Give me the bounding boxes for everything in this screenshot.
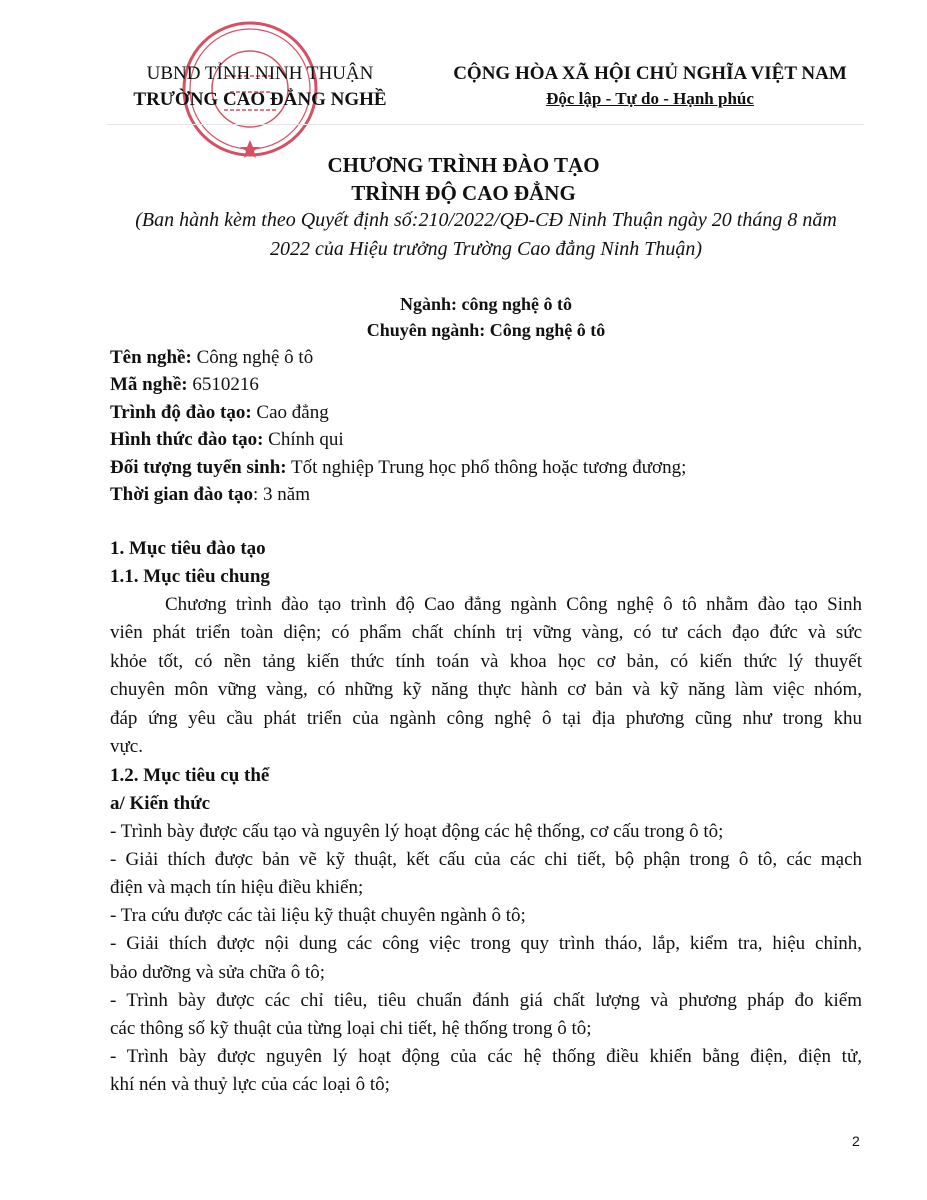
info-label: Tên nghề: (110, 347, 192, 368)
info-label: Thời gian đào tạo (110, 484, 254, 505)
header-left-line2: TRƯỜNG CAO ĐẲNG NGHỀ (133, 89, 387, 110)
info-row (110, 455, 862, 481)
list-line: - Giải thích được nội dung các công việc trong quy trình tháo, lắp, kiểm tra, hiệu chỉnh, (110, 933, 862, 955)
info-value: 6510216 (187, 374, 259, 396)
paragraph-line: chuyên môn vững vàng, có những kỹ năng thực hành cơ bản và kỹ năng làm việc nhóm, (110, 679, 862, 701)
paragraph-line: vực. (110, 736, 143, 757)
info-label: Mã nghề: (110, 374, 188, 396)
header-right-line1: CỘNG HÒA XÃ HỘI CHỦ NGHĨA VIỆT NAM (453, 63, 847, 84)
info-row (110, 372, 862, 398)
info-row (110, 400, 862, 426)
list-line: - Giải thích được bản vẽ kỹ thuật, kết cấu của các chi tiết, bộ phận trong ô tô, các mạch (110, 849, 862, 871)
info-row (110, 427, 862, 453)
list-line: - Trình bày được nguyên lý hoạt động của các hệ thống điều khiển bằng điện, điện tử, (110, 1045, 862, 1067)
paragraph-line: Chương trình đào tạo trình độ Cao đẳng ngành Công nghệ ô tô nhằm đào tạo Sinh (165, 594, 862, 615)
info-label: Hình thức đào tạo: (110, 429, 264, 451)
info-row (110, 345, 862, 371)
info-value: Chính qui (263, 429, 344, 451)
info-value: Công nghệ ô tô (191, 347, 314, 368)
info-label: Đối tượng tuyển sinh: (110, 456, 287, 478)
subsection-heading: 1.1. Mục tiêu chung (110, 566, 270, 587)
header-motto: Độc lập - Tự do - Hạnh phúc (546, 89, 754, 108)
specialization: Chuyên ngành: Công nghệ ô tô (366, 320, 606, 340)
title-line1: CHƯƠNG TRÌNH ĐÀO TẠO (327, 153, 600, 177)
list-line: - Trình bày được các chỉ tiêu, tiêu chuẩn đánh giá chất lượng và phương pháp đo kiểm (110, 989, 862, 1011)
page-number: 2 (852, 1133, 860, 1149)
list-line: - Tra cứu được các tài liệu kỹ thuật chuyên ngành ô tô; (110, 905, 526, 927)
subtitle-line2: 2022 của Hiệu trưởng Trường Cao đẳng Ninh Thuận) (269, 238, 703, 260)
info-value: : 3 năm (253, 484, 311, 505)
major: Ngành: công nghệ ô tô (399, 294, 573, 314)
subsection-heading: 1.2. Mục tiêu cụ thể (110, 765, 270, 786)
paragraph-line: viên phát triển toàn diện; có phẩm chất chính trị vững vàng, có tư cách đạo đức và sức (110, 622, 862, 644)
header-left-line1: UBND TỈNH NINH THUẬN (146, 63, 374, 84)
subsection-heading: a/ Kiến thức (110, 793, 211, 814)
header-divider (107, 124, 864, 125)
info-label: Trình độ đào tạo: (110, 401, 252, 423)
paragraph-line: khỏe tốt, có nền tảng kiến thức tính toán và khoa học cơ bản, có kiến thức lý thuyết (110, 650, 862, 672)
list-line: - Trình bày được cấu tạo và nguyên lý hoạt động các hệ thống, cơ cấu trong ô tô; (110, 821, 724, 842)
list-line: các thông số kỹ thuật của từng loại chi tiết, hệ thống trong ô tô; (110, 1017, 592, 1039)
subtitle-line1: (Ban hành kèm theo Quyết định số:210/2022/QĐ-CĐ Ninh Thuận ngày 20 tháng 8 năm (135, 209, 837, 231)
info-row (110, 482, 862, 508)
info-value: Tốt nghiệp Trung học phổ thông hoặc tương đương; (286, 456, 687, 478)
header-motto-wrap (445, 89, 855, 109)
list-line: khí nén và thuỷ lực của các loại ô tô; (110, 1073, 390, 1095)
paragraph-line: đáp ứng yêu cầu phát triển của ngành công nghệ ô tại địa phương cũng như trong khu (110, 707, 862, 729)
list-line: điện và mạch tín hiệu điều khiển; (110, 877, 364, 899)
list-line: bảo dưỡng và sửa chữa ô tô; (110, 961, 326, 983)
section-heading: 1. Mục tiêu đào tạo (110, 538, 266, 559)
title-line2: TRÌNH ĐỘ CAO ĐẲNG (351, 181, 576, 205)
info-value: Cao đẳng (251, 401, 329, 423)
